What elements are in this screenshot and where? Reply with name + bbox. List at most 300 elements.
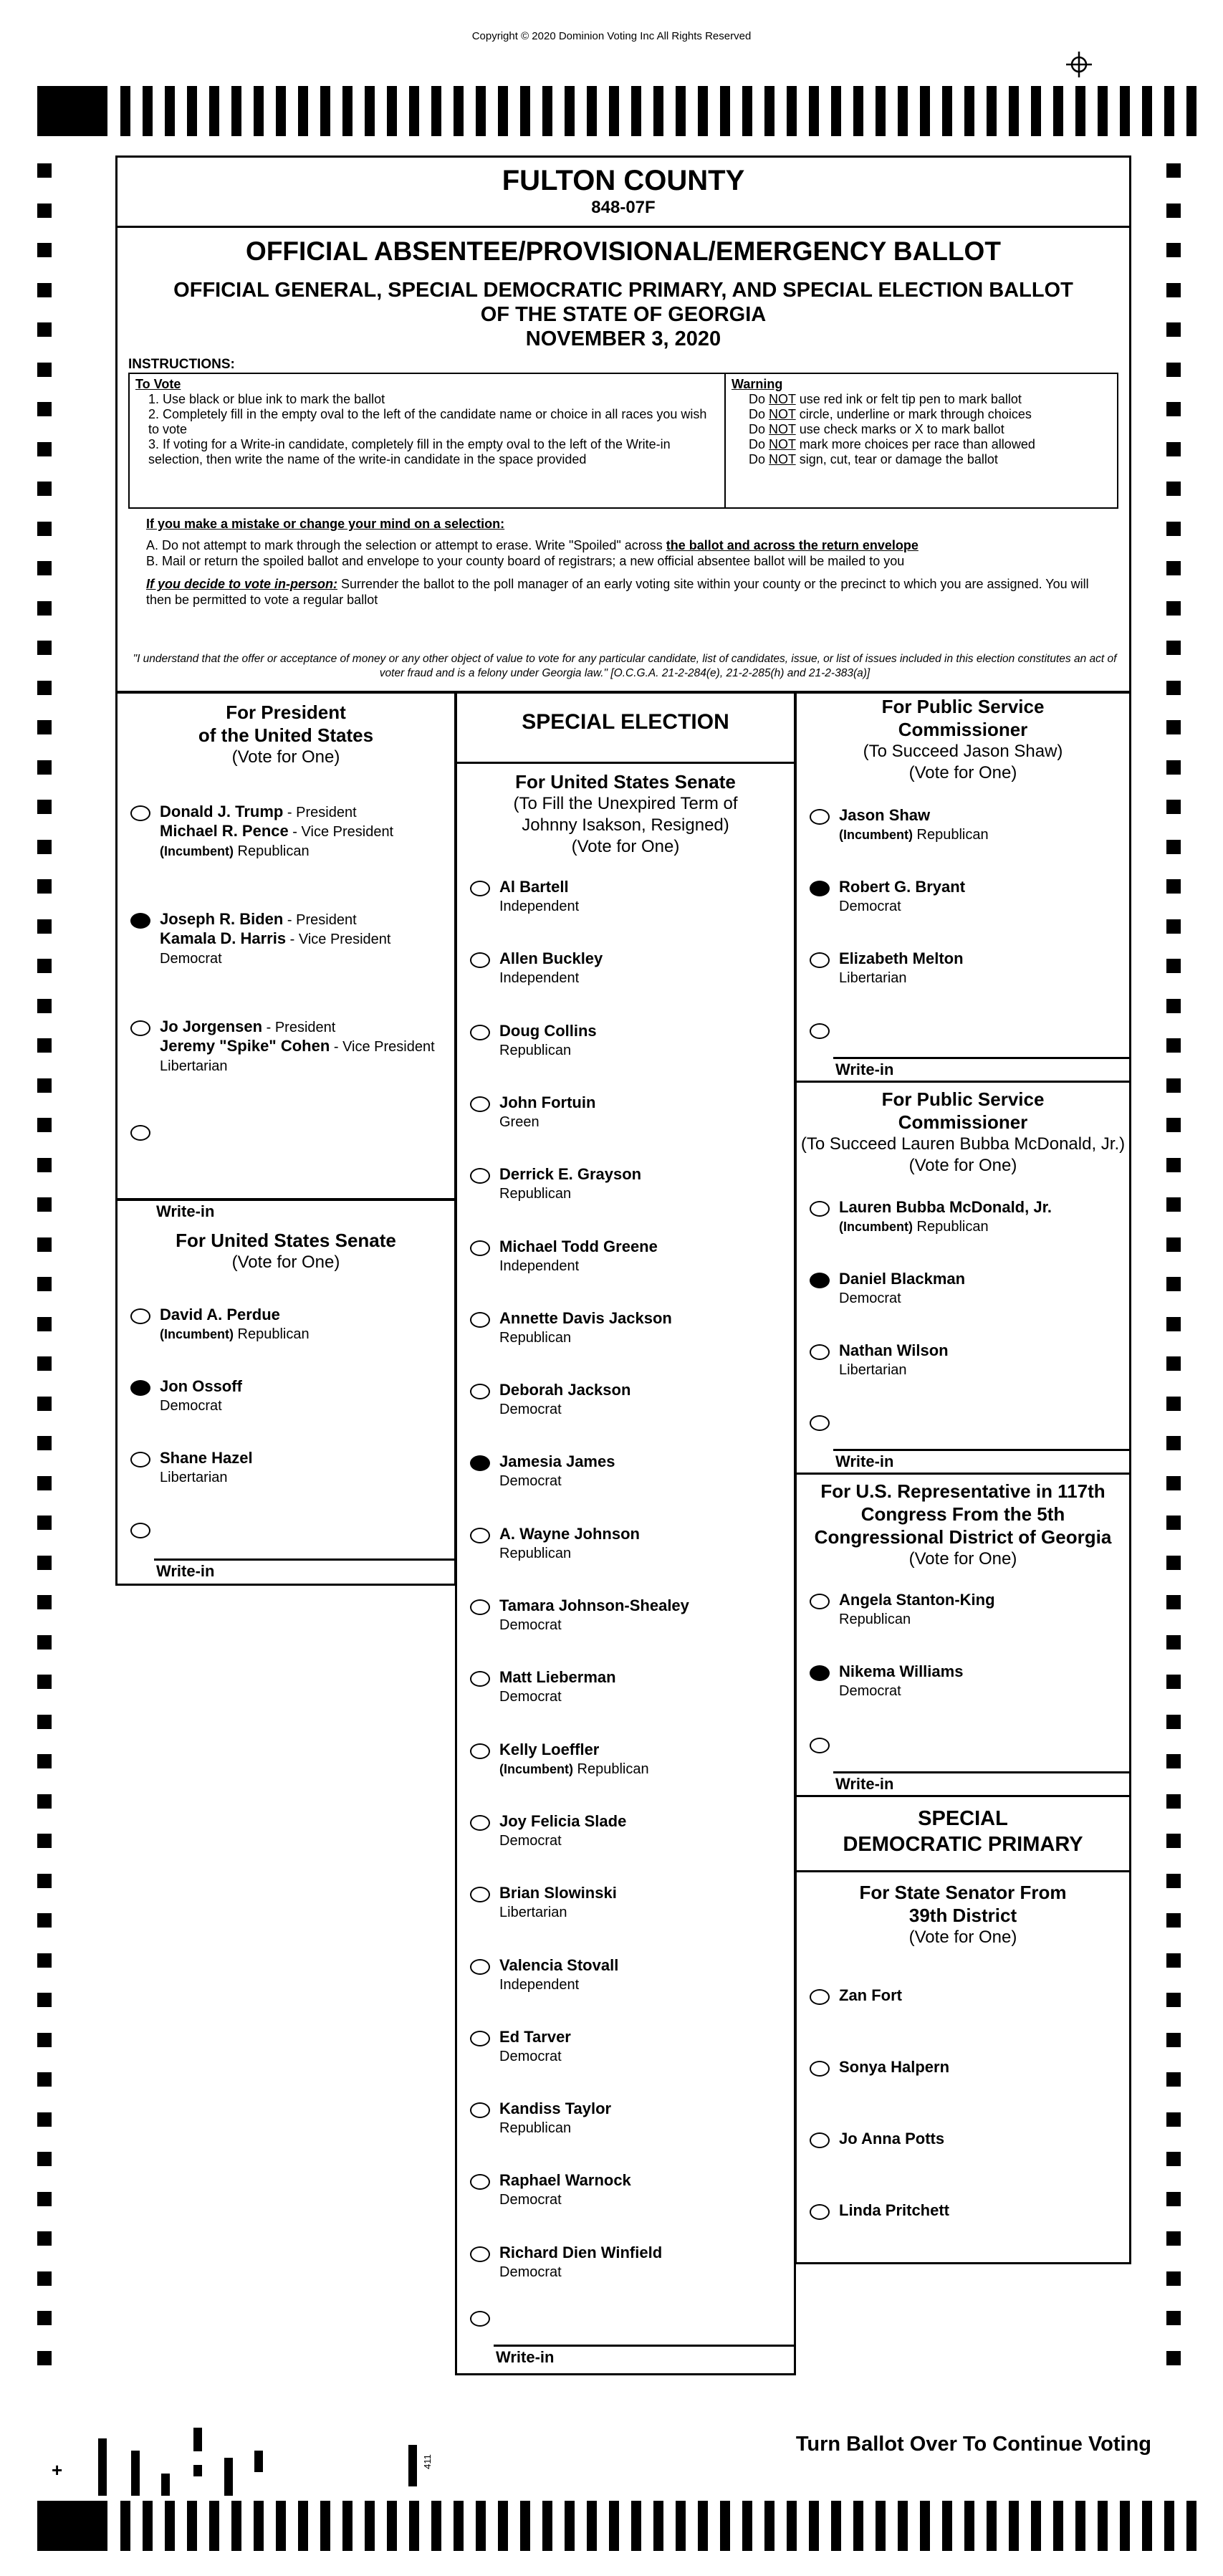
house-race-title: For U.S. Representative in 117th Congress From the 5th Congressional District of Georgia (Vote for One) xyxy=(814,1480,1112,1569)
special-senate-13-candidate: Joy Felicia Slade Democrat xyxy=(499,1811,627,1849)
psc1-0-oval[interactable] xyxy=(810,809,830,825)
special-senate-17-candidate: Kandiss Taylor Republican xyxy=(499,2099,612,2137)
special-senate-3-oval[interactable] xyxy=(470,1096,490,1112)
side-timing-mark xyxy=(1166,1874,1181,1888)
side-timing-mark xyxy=(1166,879,1181,894)
side-timing-mark xyxy=(1166,1158,1181,1172)
timing-bar xyxy=(1009,2501,1019,2551)
president-2-oval[interactable] xyxy=(130,1020,150,1036)
side-timing-mark xyxy=(37,760,52,775)
side-timing-mark xyxy=(1166,1516,1181,1530)
special-senate-15-oval[interactable] xyxy=(470,1959,490,1975)
psc2-bottom-divider xyxy=(795,1473,1131,1475)
primary-1-oval[interactable] xyxy=(810,2061,830,2077)
special-senate-15-candidate: Valencia Stovall Independent xyxy=(499,1955,619,1993)
psc2-2-oval[interactable] xyxy=(810,1344,830,1360)
side-timing-mark xyxy=(1166,1317,1181,1331)
election-subtitle: OFFICIAL GENERAL, SPECIAL DEMOCRATIC PRIMARY, AND SPECIAL ELECTION BALLOT OF THE STATE OF GEORGIA NOVEMBER 3, 2020 xyxy=(173,279,1073,350)
timing-bar xyxy=(209,86,219,136)
side-timing-mark xyxy=(1166,800,1181,814)
code-mark xyxy=(224,2458,233,2496)
timing-bar xyxy=(409,2501,419,2551)
special-election-heading: SPECIAL ELECTION xyxy=(522,710,729,734)
side-timing-mark xyxy=(37,1953,52,1968)
side-timing-mark xyxy=(37,163,52,178)
side-timing-mark xyxy=(1166,2072,1181,2087)
special-senate-19-candidate: Richard Dien Winfield Democrat xyxy=(499,2243,663,2280)
side-timing-mark xyxy=(37,1874,52,1888)
timing-bar xyxy=(454,86,464,136)
timing-bar xyxy=(476,2501,486,2551)
side-timing-mark xyxy=(1166,2152,1181,2166)
timing-bar xyxy=(631,2501,641,2551)
special-election-divider xyxy=(455,762,796,764)
special-senate-write-in-oval[interactable] xyxy=(470,2311,490,2327)
side-timing-mark xyxy=(1166,442,1181,456)
column-3-box xyxy=(795,691,1131,2264)
special-senate-2-oval[interactable] xyxy=(470,1025,490,1040)
timing-bar xyxy=(1098,2501,1108,2551)
side-timing-mark xyxy=(1166,2311,1181,2325)
side-timing-mark xyxy=(37,959,52,973)
copyright-notice: Copyright © 2020 Dominion Voting Inc All Rights Reserved xyxy=(471,30,752,42)
header-divider xyxy=(117,226,1129,228)
side-timing-mark xyxy=(1166,720,1181,734)
house-write-in-label: Write-in xyxy=(835,1775,894,1793)
timing-bar xyxy=(1031,2501,1041,2551)
president-write-in-oval[interactable] xyxy=(130,1125,150,1141)
side-timing-mark xyxy=(37,1436,52,1450)
side-timing-mark xyxy=(37,1197,52,1212)
side-timing-mark xyxy=(1166,1397,1181,1411)
house-write-in-oval[interactable] xyxy=(810,1738,830,1753)
primary-0-oval[interactable] xyxy=(810,1989,830,2005)
senate-0-oval[interactable] xyxy=(130,1308,150,1324)
psc2-write-in-oval[interactable] xyxy=(810,1415,830,1431)
timing-bar xyxy=(653,2501,663,2551)
special-senate-0-oval[interactable] xyxy=(470,881,490,896)
special-senate-9-oval[interactable] xyxy=(470,1528,490,1543)
timing-bar xyxy=(1186,2501,1196,2551)
side-timing-mark xyxy=(1166,204,1181,218)
timing-bar xyxy=(454,2501,464,2551)
timing-block xyxy=(37,86,107,136)
side-timing-mark xyxy=(1166,1436,1181,1450)
timing-bar xyxy=(342,86,352,136)
side-timing-mark xyxy=(1166,1675,1181,1689)
timing-bar xyxy=(254,2501,264,2551)
president-write-in-label: Write-in xyxy=(156,1202,215,1220)
side-timing-mark xyxy=(1166,1953,1181,1968)
timing-bar xyxy=(542,86,552,136)
side-timing-mark xyxy=(1166,760,1181,775)
timing-bar xyxy=(631,86,641,136)
special-senate-19-oval[interactable] xyxy=(470,2246,490,2262)
side-timing-mark xyxy=(37,1476,52,1490)
side-timing-mark xyxy=(37,402,52,416)
psc1-1-oval[interactable] xyxy=(810,881,830,896)
ballot-style-code: 848-07F xyxy=(591,198,656,217)
senate-race-title: For United States Senate (Vote for One) xyxy=(176,1230,396,1272)
side-timing-mark xyxy=(37,243,52,257)
side-timing-mark xyxy=(37,1516,52,1530)
special-senate-3-candidate: John Fortuin Green xyxy=(499,1093,596,1130)
president-write-in-line xyxy=(154,1199,455,1201)
timing-bar xyxy=(498,2501,508,2551)
side-timing-mark xyxy=(37,2033,52,2047)
side-timing-mark xyxy=(37,1754,52,1768)
primary-2-oval[interactable] xyxy=(810,2132,830,2148)
side-timing-mark xyxy=(37,522,52,536)
primary-divider xyxy=(795,1870,1131,1872)
special-senate-11-candidate: Matt Lieberman Democrat xyxy=(499,1668,616,1705)
timing-bar xyxy=(1031,86,1041,136)
timing-bar xyxy=(1186,86,1196,136)
special-senate-4-candidate: Derrick E. Grayson Republican xyxy=(499,1165,642,1202)
ballot-type-title: OFFICIAL ABSENTEE/PROVISIONAL/EMERGENCY BALLOT xyxy=(246,236,1001,266)
special-senate-10-oval[interactable] xyxy=(470,1599,490,1615)
warning-instructions: Warning Do NOT use red ink or felt tip pen to mark ballot Do NOT circle, underline or mark through choices Do NOT use check marks or X to mark ballot Do NOT mark more choices per race than allowed Do NOT sign, cut, tear or damage the ballot xyxy=(726,374,1118,507)
timing-bar xyxy=(1053,86,1063,136)
special-senate-7-oval[interactable] xyxy=(470,1384,490,1399)
code-mark xyxy=(98,2438,107,2496)
side-timing-mark xyxy=(37,1356,52,1371)
side-timing-mark xyxy=(37,919,52,934)
timing-bar xyxy=(698,86,708,136)
timing-bar xyxy=(231,86,241,136)
code-mark xyxy=(408,2445,417,2486)
timing-bar xyxy=(476,86,486,136)
side-timing-mark xyxy=(1166,1595,1181,1609)
timing-bar xyxy=(1098,86,1108,136)
code-mark xyxy=(193,2465,202,2476)
president-2-candidate: Jo Jorgensen - President Jeremy "Spike" Cohen - Vice President Libertarian xyxy=(160,1018,435,1074)
side-timing-mark xyxy=(1166,840,1181,854)
psc2-write-in-label: Write-in xyxy=(835,1452,894,1470)
side-timing-mark xyxy=(1166,522,1181,536)
side-timing-mark xyxy=(37,442,52,456)
state-senator-race-title: For State Senator From 39th District (Vote for One) xyxy=(859,1882,1067,1947)
timing-bar xyxy=(187,2501,197,2551)
side-timing-mark xyxy=(37,641,52,655)
timing-bar xyxy=(387,86,397,136)
timing-bar xyxy=(120,2501,130,2551)
special-senate-12-candidate: Kelly Loeffler (Incumbent) Republican xyxy=(499,1740,649,1777)
side-timing-mark xyxy=(1166,283,1181,297)
side-timing-mark xyxy=(37,720,52,734)
side-timing-mark xyxy=(37,1078,52,1093)
psc2-race-title: For Public Service Commissioner (To Succeed Lauren Bubba McDonald, Jr.) (Vote for One) xyxy=(800,1088,1126,1175)
timing-bar xyxy=(964,2501,974,2551)
special-senate-write-in-label: Write-in xyxy=(496,2348,555,2366)
timing-bar xyxy=(831,2501,841,2551)
side-timing-mark xyxy=(1166,1794,1181,1809)
special-senate-16-candidate: Ed Tarver Democrat xyxy=(499,2027,571,2064)
timing-bar xyxy=(320,2501,330,2551)
timing-bar xyxy=(254,86,264,136)
warning-item: Do NOT circle, underline or mark through choices xyxy=(749,407,1032,421)
timing-bar xyxy=(565,86,575,136)
senate-1-oval[interactable] xyxy=(130,1380,150,1396)
special-senate-5-candidate: Michael Todd Greene Independent xyxy=(499,1237,658,1274)
side-timing-mark xyxy=(37,601,52,616)
side-timing-mark xyxy=(1166,1476,1181,1490)
side-timing-mark xyxy=(37,2271,52,2286)
side-timing-mark xyxy=(1166,1237,1181,1252)
timing-bar xyxy=(853,2501,863,2551)
primary-1-candidate: Sonya Halpern xyxy=(839,2058,950,2076)
timing-bar xyxy=(987,2501,997,2551)
side-timing-mark xyxy=(1166,1715,1181,1729)
code-mark xyxy=(193,2428,202,2451)
side-timing-mark xyxy=(37,2231,52,2246)
side-timing-mark xyxy=(37,1237,52,1252)
side-timing-mark xyxy=(1166,1356,1181,1371)
special-senate-6-candidate: Annette Davis Jackson Republican xyxy=(499,1308,672,1346)
president-race-title: For President of the United States (Vote for One) xyxy=(198,702,374,767)
code-mark xyxy=(161,2474,170,2496)
instructions-box xyxy=(128,373,1118,509)
registration-crosshair-icon xyxy=(1065,50,1093,79)
side-timing-mark xyxy=(37,1556,52,1570)
special-senate-8-candidate: Jamesia James Democrat xyxy=(499,1452,615,1490)
timing-bar xyxy=(342,2501,352,2551)
psc1-2-candidate: Elizabeth Melton Libertarian xyxy=(839,949,964,986)
timing-bar xyxy=(653,86,663,136)
mistake-instructions: If you make a mistake or change your mind on a selection: A. Do not attempt to mark through the selection or attempt to erase. Write "Spoiled" across the ballot and across the return envelope B. Mail or return the spoiled ballot and envelope to your county board of registrars; a new official absentee ballot will be mailed to you If you decide to vote in-person: Surrender the ballot to the poll manager of an early voting site within your county or the precinct to which you are assigned. You will then be permitted to vote a regular ballot xyxy=(146,517,1089,607)
side-timing-mark xyxy=(37,1715,52,1729)
side-timing-mark xyxy=(37,840,52,854)
side-timing-mark xyxy=(37,1913,52,1928)
side-timing-mark xyxy=(1166,999,1181,1013)
psc1-0-candidate: Jason Shaw (Incumbent) Republican xyxy=(839,806,989,843)
timing-bar xyxy=(809,86,819,136)
side-timing-mark xyxy=(1166,1277,1181,1291)
timing-bar xyxy=(920,86,930,136)
psc2-1-candidate: Daniel Blackman Democrat xyxy=(839,1270,966,1306)
code-mark xyxy=(254,2451,263,2472)
timing-bar xyxy=(920,2501,930,2551)
timing-bar xyxy=(987,86,997,136)
president-0-candidate: Donald J. Trump - President Michael R. Pence - Vice President (Incumbent) Republican xyxy=(160,803,394,859)
side-timing-mark xyxy=(37,1794,52,1809)
code-mark xyxy=(131,2451,140,2496)
special-senate-16-oval[interactable] xyxy=(470,2031,490,2046)
psc2-write-in-line xyxy=(833,1449,1131,1451)
timing-bar xyxy=(165,86,175,136)
side-timing-mark xyxy=(1166,163,1181,178)
timing-bar xyxy=(1075,2501,1085,2551)
psc1-race-title: For Public Service Commissioner (To Succeed Jason Shaw) (Vote for One) xyxy=(863,696,1063,782)
side-timing-mark xyxy=(37,2112,52,2127)
side-timing-mark xyxy=(1166,2033,1181,2047)
psc1-write-in-label: Write-in xyxy=(835,1060,894,1078)
side-timing-mark xyxy=(1166,681,1181,695)
timing-bar xyxy=(565,2501,575,2551)
turn-ballot-over-notice: Turn Ballot Over To Continue Voting xyxy=(795,2433,1151,2456)
timing-bar xyxy=(1120,86,1130,136)
timing-bar xyxy=(609,2501,619,2551)
side-timing-mark xyxy=(37,1038,52,1053)
timing-bar xyxy=(876,2501,886,2551)
timing-bar xyxy=(720,2501,730,2551)
side-timing-mark xyxy=(37,1993,52,2007)
special-senate-17-oval[interactable] xyxy=(470,2102,490,2118)
side-timing-mark xyxy=(1166,959,1181,973)
timing-bar xyxy=(431,86,441,136)
special-senate-race-title: For United States Senate (To Fill the Unexpired Term of Johnny Isakson, Resigned) (Vote for One) xyxy=(513,771,738,856)
special-democratic-primary-heading: SPECIAL DEMOCRATIC PRIMARY xyxy=(843,1807,1083,1856)
timing-bar xyxy=(520,2501,530,2551)
primary-3-oval[interactable] xyxy=(810,2204,830,2220)
side-timing-mark xyxy=(1166,2192,1181,2206)
timing-bar xyxy=(409,86,419,136)
president-0-oval[interactable] xyxy=(130,805,150,821)
side-timing-mark xyxy=(37,2192,52,2206)
special-senate-14-candidate: Brian Slowinski Libertarian xyxy=(499,1884,617,1921)
psc1-2-oval[interactable] xyxy=(810,952,830,968)
timing-bar xyxy=(1053,2501,1063,2551)
side-timing-mark xyxy=(1166,601,1181,616)
timing-bar xyxy=(698,2501,708,2551)
timing-bar xyxy=(787,86,797,136)
timing-bar xyxy=(143,2501,153,2551)
senate-write-in-oval[interactable] xyxy=(130,1523,150,1538)
special-senate-12-oval[interactable] xyxy=(470,1743,490,1759)
timing-bar xyxy=(276,2501,286,2551)
timing-bar xyxy=(276,86,286,136)
timing-bar xyxy=(831,86,841,136)
side-timing-mark xyxy=(1166,641,1181,655)
timing-bar xyxy=(876,86,886,136)
side-timing-mark xyxy=(37,1595,52,1609)
timing-bar xyxy=(676,2501,686,2551)
warning-item: Do NOT mark more choices per race than allowed xyxy=(749,437,1035,451)
special-senate-6-oval[interactable] xyxy=(470,1312,490,1328)
senate-1-candidate: Jon Ossoff Democrat xyxy=(160,1377,242,1414)
timing-bar xyxy=(209,2501,219,2551)
house-1-oval[interactable] xyxy=(810,1665,830,1681)
side-timing-mark xyxy=(1166,1556,1181,1570)
special-senate-write-in-line xyxy=(494,2345,795,2347)
timing-bar xyxy=(431,2501,441,2551)
psc2-1-oval[interactable] xyxy=(810,1273,830,1288)
president-1-oval[interactable] xyxy=(130,913,150,929)
timing-bar xyxy=(165,2501,175,2551)
timing-bar xyxy=(609,86,619,136)
special-senate-2-candidate: Doug Collins Republican xyxy=(499,1021,597,1058)
house-0-oval[interactable] xyxy=(810,1594,830,1609)
voter-fraud-oath: "I understand that the offer or acceptance of money or any other object of value to vote for any particular candidate, list of candidates, issue, or list of issues included in this election constitutes an act of voter fraud and is a felony under Georgia law." [O.C.G.A. 21-2-284(e), 21-2-285(h) and 21-2-383(a)] xyxy=(133,653,1117,679)
side-timing-mark xyxy=(37,1317,52,1331)
side-timing-mark xyxy=(1166,2231,1181,2246)
primary-3-candidate: Linda Pritchett xyxy=(839,2201,950,2219)
side-timing-mark xyxy=(1166,919,1181,934)
timing-bar xyxy=(587,86,597,136)
psc1-write-in-oval[interactable] xyxy=(810,1023,830,1039)
timing-bar xyxy=(764,86,774,136)
side-timing-mark xyxy=(37,2311,52,2325)
side-timing-mark xyxy=(1166,1993,1181,2007)
timing-bar xyxy=(1164,86,1174,136)
timing-bar xyxy=(764,2501,774,2551)
house-bottom-divider xyxy=(795,1795,1131,1797)
timing-bar xyxy=(787,2501,797,2551)
senate-2-candidate: Shane Hazel Libertarian xyxy=(160,1449,253,1485)
house-0-candidate: Angela Stanton-King Republican xyxy=(839,1591,995,1627)
side-timing-mark xyxy=(1166,1754,1181,1768)
timing-bar xyxy=(942,86,952,136)
side-timing-mark xyxy=(37,283,52,297)
side-timing-mark xyxy=(1166,1197,1181,1212)
side-timing-mark xyxy=(37,482,52,496)
timing-bar xyxy=(365,86,375,136)
timing-bar xyxy=(809,2501,819,2551)
special-senate-5-oval[interactable] xyxy=(470,1240,490,1256)
ballot-header xyxy=(115,155,1131,693)
side-timing-mark xyxy=(1166,1834,1181,1848)
psc2-0-oval[interactable] xyxy=(810,1201,830,1217)
side-timing-mark xyxy=(1166,2112,1181,2127)
timing-bar xyxy=(1164,2501,1174,2551)
timing-bar xyxy=(498,86,508,136)
psc1-1-candidate: Robert G. Bryant Democrat xyxy=(839,878,966,914)
psc1-bottom-divider xyxy=(795,1081,1131,1083)
side-timing-mark xyxy=(1166,561,1181,575)
side-timing-mark xyxy=(37,1118,52,1132)
side-timing-mark xyxy=(37,1277,52,1291)
timing-bar xyxy=(742,2501,752,2551)
instructions-heading: INSTRUCTIONS: xyxy=(128,357,235,372)
side-timing-mark xyxy=(37,204,52,218)
primary-0-candidate: Zan Fort xyxy=(839,1986,902,2004)
timing-bar xyxy=(298,2501,308,2551)
side-timing-mark xyxy=(37,879,52,894)
timing-bar xyxy=(143,86,153,136)
timing-bar xyxy=(387,2501,397,2551)
side-timing-mark xyxy=(1166,1038,1181,1053)
side-timing-mark xyxy=(37,1834,52,1848)
special-senate-0-candidate: Al Bartell Independent xyxy=(499,878,580,914)
special-senate-18-candidate: Raphael Warnock Democrat xyxy=(499,2171,631,2208)
side-timing-mark xyxy=(1166,1078,1181,1093)
side-timing-mark xyxy=(1166,1635,1181,1649)
warning-item: Do NOT use red ink or felt tip pen to mark ballot xyxy=(749,392,1022,406)
side-timing-mark xyxy=(37,1397,52,1411)
side-timing-mark xyxy=(37,681,52,695)
special-senate-13-oval[interactable] xyxy=(470,1815,490,1831)
timing-bar xyxy=(320,86,330,136)
timing-block xyxy=(37,2501,107,2551)
senate-2-oval[interactable] xyxy=(130,1452,150,1467)
side-timing-mark xyxy=(37,1158,52,1172)
side-timing-mark xyxy=(1166,2351,1181,2365)
bottom-timing-marks xyxy=(37,2501,1209,2551)
timing-bar xyxy=(676,86,686,136)
house-1-candidate: Nikema Williams Democrat xyxy=(839,1662,964,1699)
timing-bar xyxy=(231,2501,241,2551)
psc2-0-candidate: Lauren Bubba McDonald, Jr. (Incumbent) Republican xyxy=(839,1198,1052,1235)
timing-bar xyxy=(1142,86,1152,136)
side-timing-mark xyxy=(1166,1913,1181,1928)
side-timing-mark xyxy=(37,1675,52,1689)
timing-bar xyxy=(187,86,197,136)
special-senate-1-candidate: Allen Buckley Independent xyxy=(499,949,603,987)
side-timing-mark xyxy=(37,322,52,337)
side-timing-mark xyxy=(37,561,52,575)
senate-0-candidate: David A. Perdue (Incumbent) Republican xyxy=(160,1306,310,1342)
timing-bar xyxy=(898,86,908,136)
